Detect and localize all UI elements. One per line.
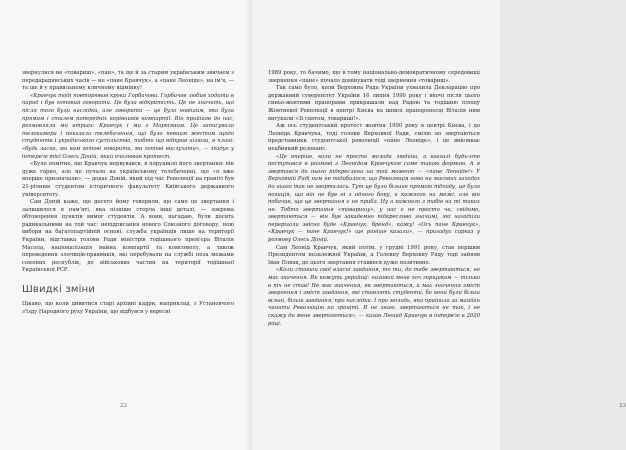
page-number-left: 22 xyxy=(120,403,127,409)
paragraph: «Це вперше, коли не просто молода людина, а взагалі будь-хто поступився в розмові з Леонідом Кравчуком саме такою формою. А я звертався до нього підкреслено на той момент — «пане Леоніде!» У Верховній Раді нам не подобалося, що Революція нова на масових заходах до нього так не звертались. Тут це було більше прямою підходу, це була позиція, що він не був ні з одного боку, а кожного на межі, але він побачив, що це звертання є не прибл. Ну а кожного з табів на ті таких не. Тобто звертання «товаришу», у нас є не просто чи, свідомо, звертаються — він був закадемно підкресливо значимі, які нагадили перерізали звісно буде «Кравчук, бренд», кажу! «Ось пане Кравчук», «Кравчук — пане Кравчук!» ще раніше казали», — пригадує сарказ у розмову Олесь Доній. xyxy=(268,153,480,244)
left-page xyxy=(0,0,250,450)
left-text-column xyxy=(22,70,234,316)
paragraph: Аж ось студентський протест жовтня 1990 року в центрі Києва, і до Леоніда Кравчука, тоді голови Верховної Ради, смілю во звертаються представники студентської революції «пане Леоніде», і це викликає неабиякий резонанс. xyxy=(268,123,480,152)
paragraph: Цікаво, що коли дивитися старі архівні кадри, наприклад, з Установчого з'їзду Народного руху України, що відбувся у вересні xyxy=(22,301,234,315)
book-gutter xyxy=(246,0,254,450)
paragraph: 1989 року, то бачимо, що в тому національно-демократичному середовищі звернення «пане» почало домінувати тоді звернення «товариш». xyxy=(268,70,480,84)
paragraph: «Було помітно, що Кравчук нервувався, в порушило його звертання: він дуже гарно, але не пучало на українському телебаченні, що «я вже вперше призначали», — додає Доній, який під час Революції на граніті був 21-річним студентом історичного факультету Київського державного університету. xyxy=(22,161,234,198)
page-number-right: 23 xyxy=(619,403,626,409)
section-heading: Швидкі зміни xyxy=(22,284,96,296)
paragraph: звернулися не «товариш», «пан», та ще й за старим українським звичаєм з передарадянських часів — не «пане Кравчук», а «пане Леоніде», на ім'я, — та ще й у правильному кличному відмінку! xyxy=(22,70,234,92)
paragraph: «Кравчук тоді повторював кроки Горбачова. Горбачов любив ходити в народ і був готовий говорити. Це була відкритість. Це не значить, що після того були наслідки, але говорити — це було новішим, яка була прямим і стилем попередніх керівників компартії. Він прийшов до нас, розмовляли ми втрьох: Кравчук і ми з Маркіяном. Це записувала телекамера і показала телебачення, що було певним жестом щодо студентів і українського суспільства, тобто що відкрив шлюзи, в плані: «будь ласка, ми вам готові говорити, ми готові вислухати», — згадує у інтерв'ю тієї Олесь Доній, який очолював протест. xyxy=(22,92,234,160)
paragraph: Сам Доній каже, що досхто йому говорили, що саме це звертання і залишилося в пам'яті, яка пізніше стерла інші деталі, — зокрема обговорення пунктів вимог студентів. А вони, нагадаю, були досить радикальними на той час: непідписання нового Союзного договору, нові вибори на багатопартійній основі, служба українців лише на території України, відставка голови Ради міністрів тодішнього прем'єра Віталія Масола, націоналізація майна компартії та комсомолу, а також переведення злочиців-правників, які перебували на службі поза межами союзних республік, до військових частин на території тодішньої Української РСР. xyxy=(22,199,234,274)
paragraph: Так само було, коли Верховна Рада України ухвалила Декларацію про державний суверенітет України 16 липня 1990 року і вночі після цього синьо-жовтими прапорами прикрашали над Радою та тодішню площу Жовтневої Революції в центрі Києва на шпилі прапороносці Віталія ним вигукали «Зі святом, товариші!». xyxy=(268,85,480,122)
paragraph: «Коли ставиш свої власні завдання, то ти, до тебе звертаються, не має значення. Як кожуть українці: називай мене хоч горщиком — тільки в піч не став! Не має значення, як звертаються, а має значення зміст звернення і зміст завдання, які ставлять студенти, бо вони були більш вільні, більш завдання, про наслідки. І про молодь, яка прийшла за майдан чинити Революцію на граніті. Я не знаю, звертаються не так, і не скажу до мене звертаються», — казав Леонід Кравчук в інтерв'ю в 2020 році. xyxy=(268,267,480,327)
paragraph: Сам Леонід Кравчук, який потім, у грудні 1991 року, став першим Президентом незалежної України, а Головну Верховну Раду тоді зайняв Іван Плющ, до цього звертання ставився дуже позитивно. xyxy=(268,244,480,266)
right-text-column xyxy=(268,70,480,328)
